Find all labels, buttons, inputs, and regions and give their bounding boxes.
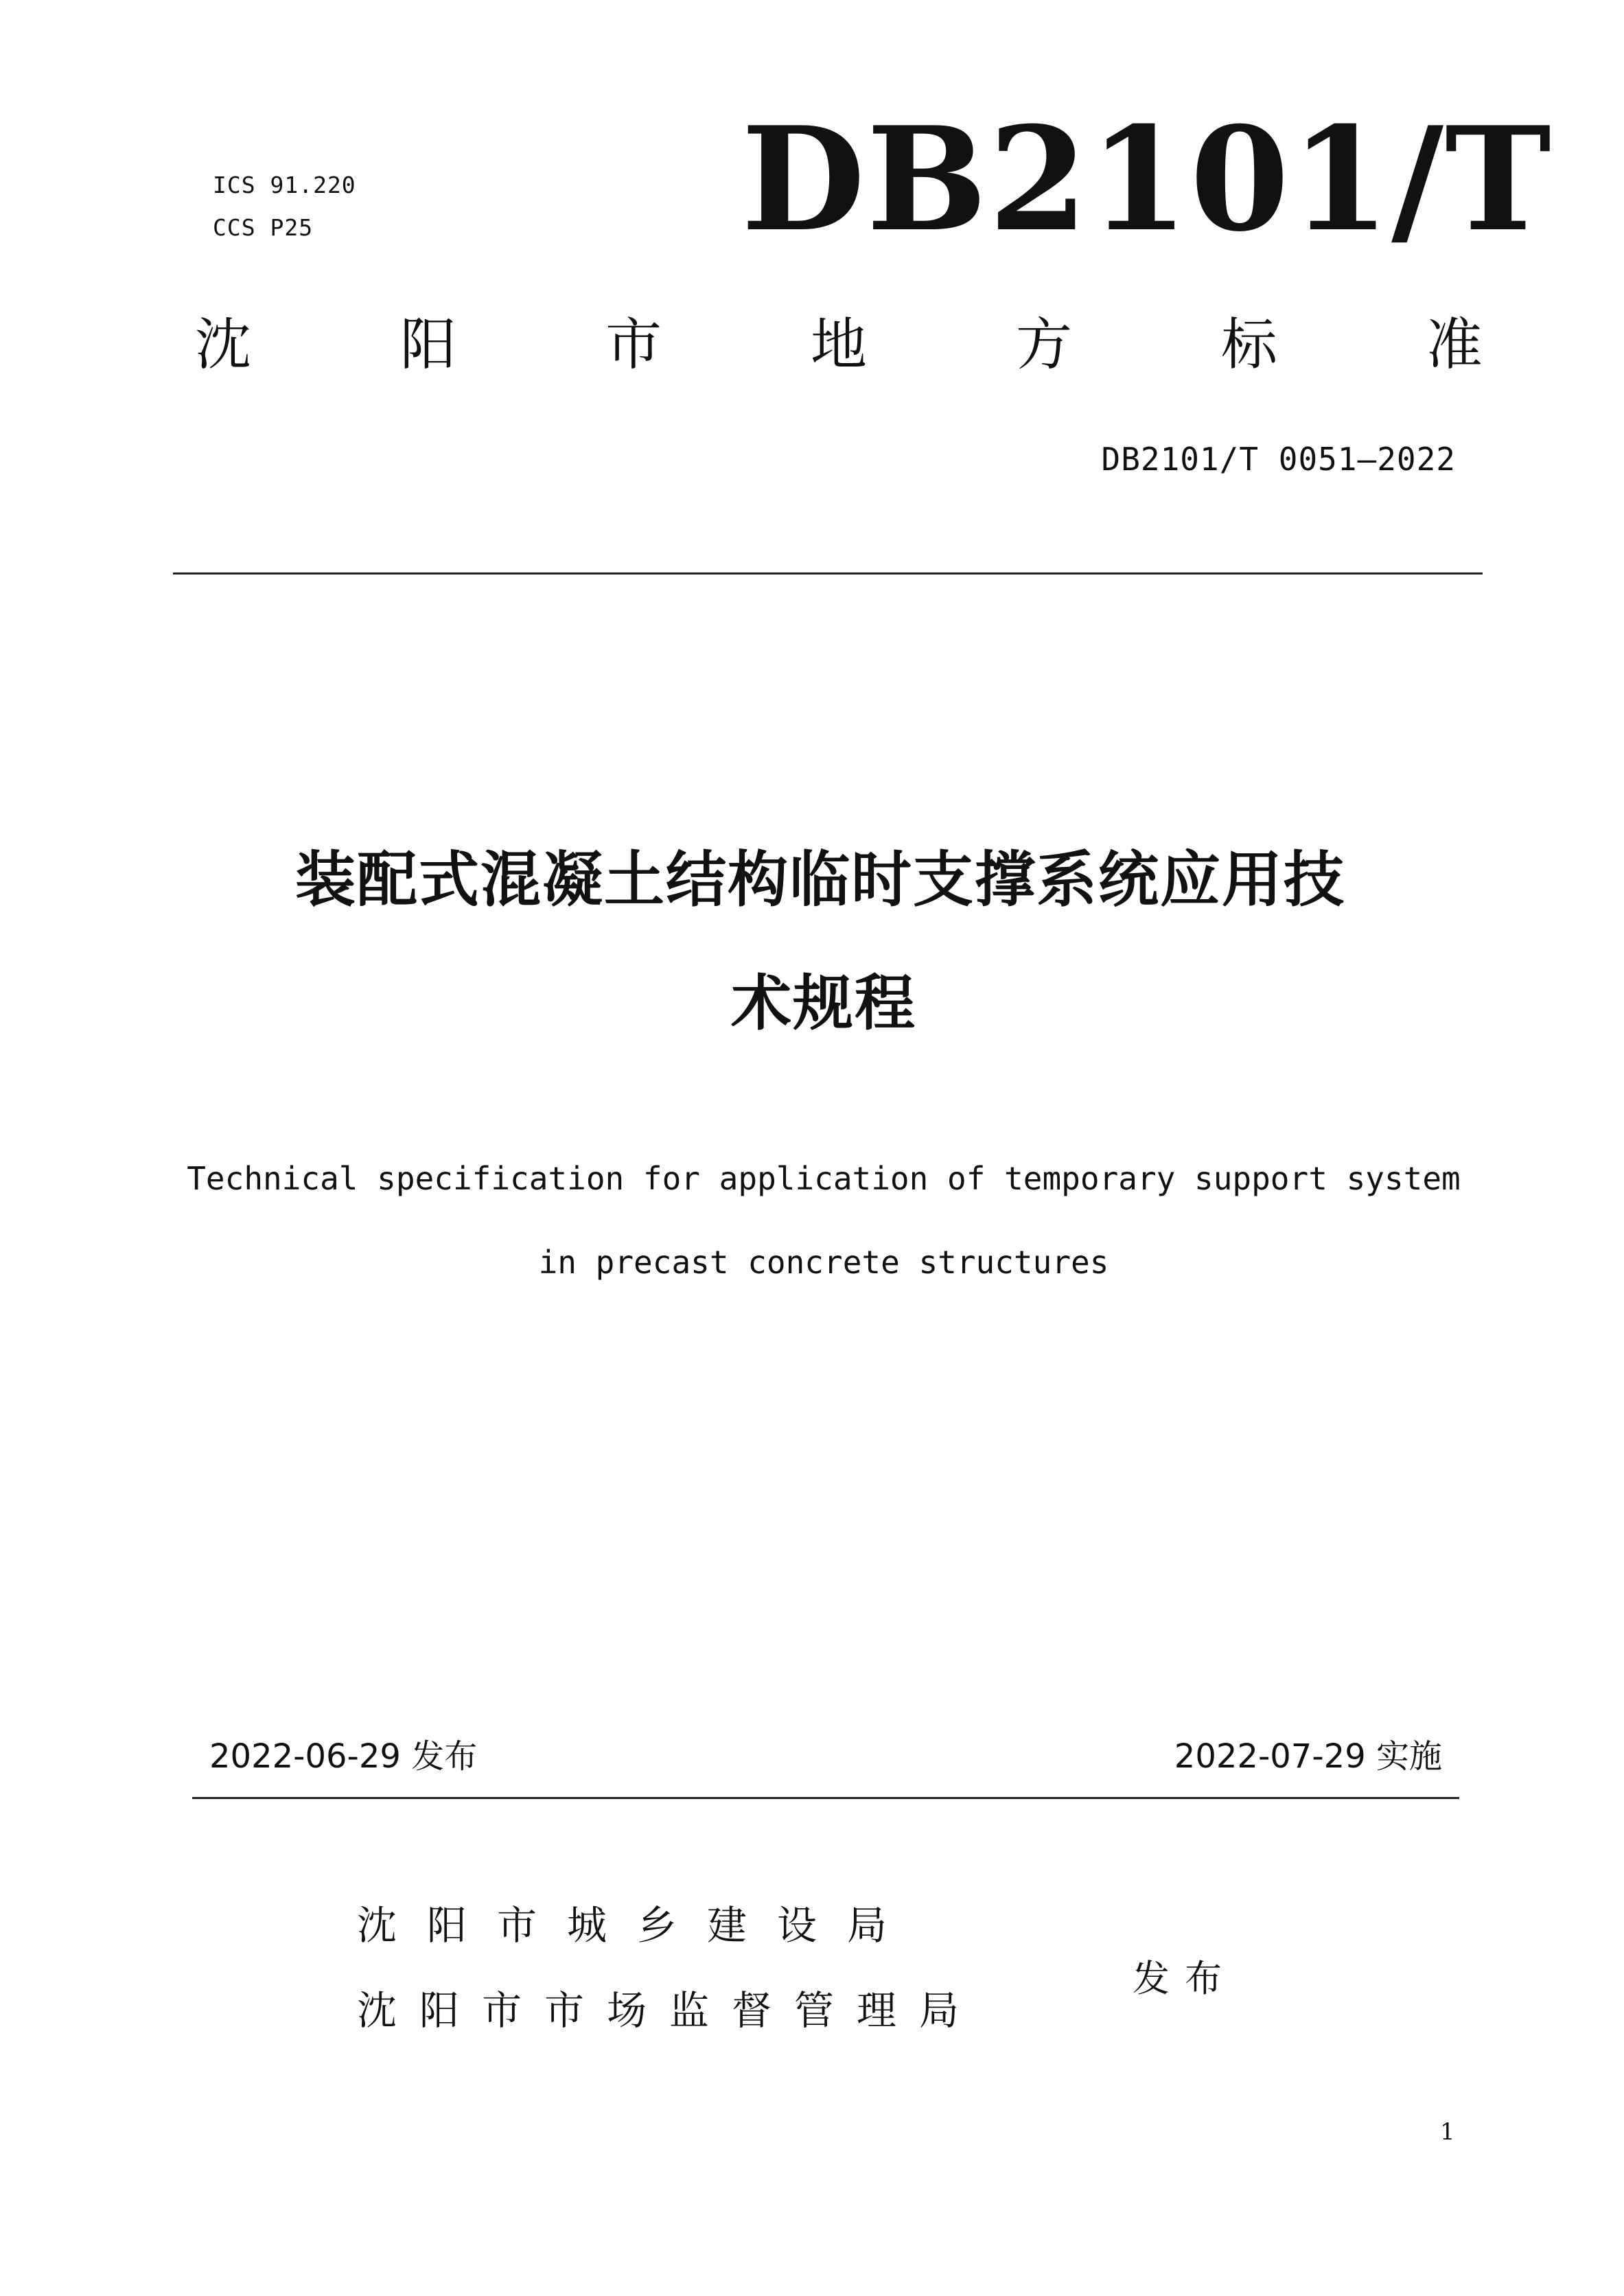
title-english-line-2: in precast concrete structures: [538, 1244, 1109, 1281]
implementation-date: 2022-07-29 实施: [1174, 1737, 1442, 1776]
title-chinese-line-1: 装配式混凝土结构临时支撑系统应用技: [294, 844, 1345, 915]
page-number: 1: [1440, 2118, 1455, 2146]
issue-label: 发布: [1133, 1957, 1237, 2000]
standard-type-char: 地: [810, 312, 867, 378]
title-chinese-line-2: 术规程: [730, 968, 916, 1039]
issuing-org-2: 沈阳市市场监督管理局: [357, 1987, 982, 2034]
title-english-line-1: Technical specification for application of temporary support system: [187, 1160, 1461, 1197]
standard-type-char: 阳: [399, 312, 456, 378]
footer-divider: [192, 1797, 1459, 1799]
standard-code-logo: DB2101/T: [741, 96, 1553, 264]
standard-type-heading: [195, 312, 1483, 378]
standard-type-char: 市: [605, 312, 662, 378]
header-divider: [173, 572, 1483, 575]
ccs-code: CCS P25: [213, 214, 314, 241]
issuing-org-1: 沈阳市城乡建设局: [357, 1902, 918, 1949]
standard-type-char: 标: [1220, 312, 1277, 378]
ics-code: ICS 91.220: [213, 172, 356, 198]
standard-type-char: 方: [1015, 312, 1072, 378]
standard-type-char: 准: [1426, 312, 1483, 378]
issue-date: 2022-06-29 发布: [209, 1737, 478, 1776]
standard-number: DB2101/T 0051—2022: [1101, 441, 1456, 478]
standard-type-char: 沈: [195, 312, 252, 378]
